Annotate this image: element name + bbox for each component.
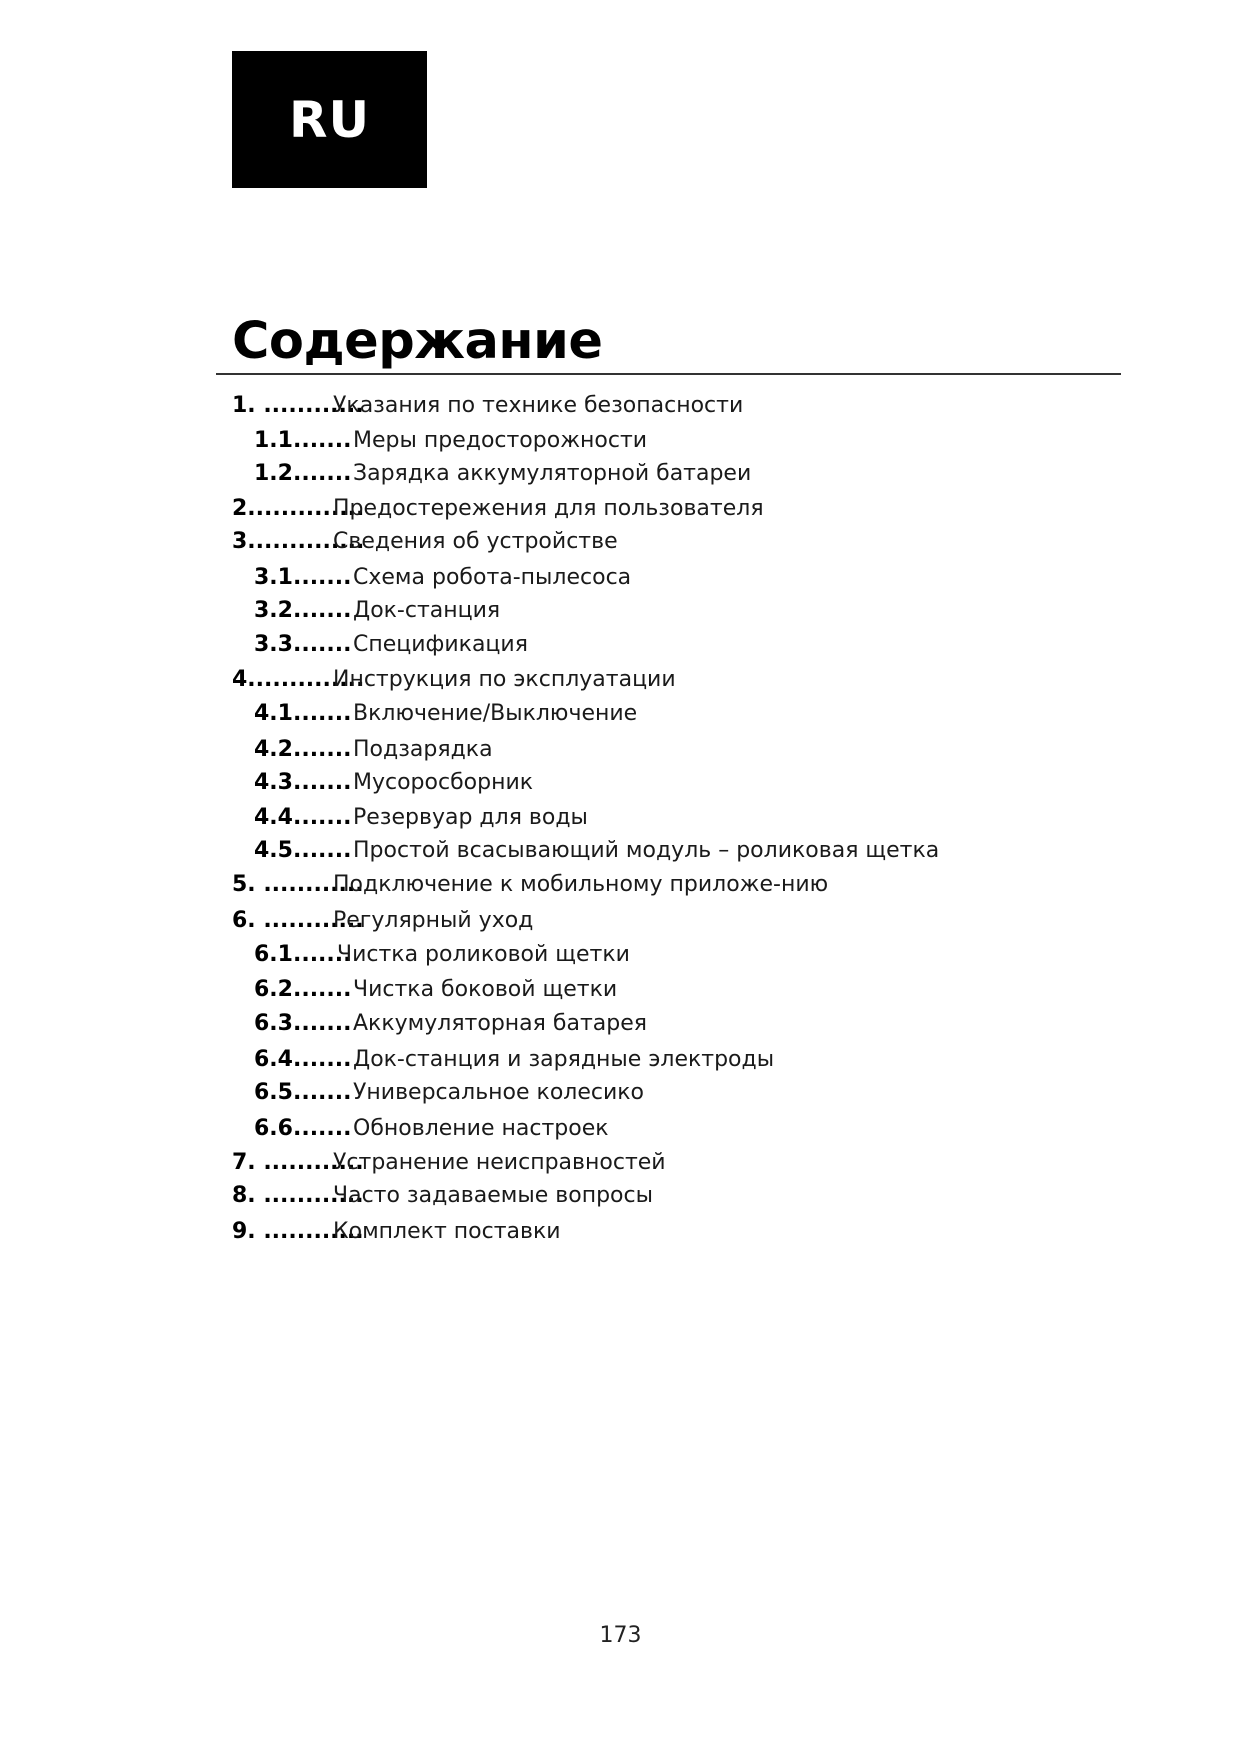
toc-text: Регулярный уход	[333, 908, 534, 933]
toc-number: 1. ............	[232, 393, 364, 418]
toc-number: 9. ............	[232, 1219, 364, 1244]
toc-number: 1.2.......	[254, 461, 352, 486]
toc-number: 4.2.......	[254, 737, 352, 762]
toc-number: 6.4.......	[254, 1047, 352, 1072]
toc-number: 6.1.......	[254, 942, 352, 967]
toc-text: Чистка роликовой щетки	[337, 942, 630, 967]
toc-number: 5. ............	[232, 872, 364, 897]
toc-number: 6.5.......	[254, 1080, 352, 1105]
toc-number: 4.4.......	[254, 805, 352, 830]
toc-text: Сведения об устройстве	[333, 529, 618, 554]
toc-number: 4..............	[232, 667, 365, 692]
toc-text: Меры предосторожности	[353, 428, 648, 453]
toc-number: 6. ............	[232, 908, 364, 933]
toc-number: 4.1.......	[254, 701, 352, 726]
toc-number: 6.6.......	[254, 1116, 352, 1141]
toc-number: 2..............	[232, 496, 365, 521]
toc-text: Спецификация	[353, 632, 528, 657]
toc-number: 6.2.......	[254, 977, 352, 1002]
toc-number: 3.1.......	[254, 565, 352, 590]
toc-text: Мусоросборник	[353, 770, 534, 795]
toc-text: Устранение неисправностей	[333, 1150, 666, 1175]
toc-text: Универсальное колесико	[353, 1080, 645, 1105]
toc-number: 3.3.......	[254, 632, 352, 657]
toc-text: Инструкция по эксплуатации	[333, 667, 676, 692]
toc-text: Резервуар для воды	[353, 805, 588, 830]
page-number: 173	[599, 1623, 642, 1648]
toc-text: Включение/Выключение	[353, 701, 638, 726]
toc-text: Чистка боковой щетки	[353, 977, 618, 1002]
toc-number: 3.2.......	[254, 598, 352, 623]
toc-text: Простой всасывающий модуль – роликовая щетка	[353, 838, 940, 863]
toc-number: 1.1.......	[254, 428, 352, 453]
toc-text: Док-станция и зарядные электроды	[353, 1047, 775, 1072]
toc-text: Комплект поставки	[333, 1219, 561, 1244]
toc-text: Подзарядка	[353, 737, 493, 762]
toc-text: Обновление настроек	[353, 1116, 609, 1141]
toc-number: 6.3.......	[254, 1011, 352, 1036]
page-title: Содержание	[232, 312, 603, 371]
toc-text: Подключение к мобильному приложе-нию	[333, 872, 829, 897]
toc-text: Схема робота-пылесоса	[353, 565, 632, 590]
toc-text: Аккумуляторная батарея	[353, 1011, 647, 1036]
toc-text: Док-станция	[353, 598, 501, 623]
toc-text: Зарядка аккумуляторной батареи	[353, 461, 752, 486]
toc-text: Часто задаваемые вопросы	[333, 1183, 653, 1208]
language-label: RU	[288, 90, 371, 149]
toc-number: 8. ............	[232, 1183, 364, 1208]
toc-text: Предостережения для пользователя	[333, 496, 764, 521]
toc-number: 4.3.......	[254, 770, 352, 795]
toc-number: 7. ............	[232, 1150, 364, 1175]
toc-number: 4.5.......	[254, 838, 352, 863]
toc-text: Указания по технике безопасности	[333, 393, 744, 418]
toc-number: 3..............	[232, 529, 365, 554]
